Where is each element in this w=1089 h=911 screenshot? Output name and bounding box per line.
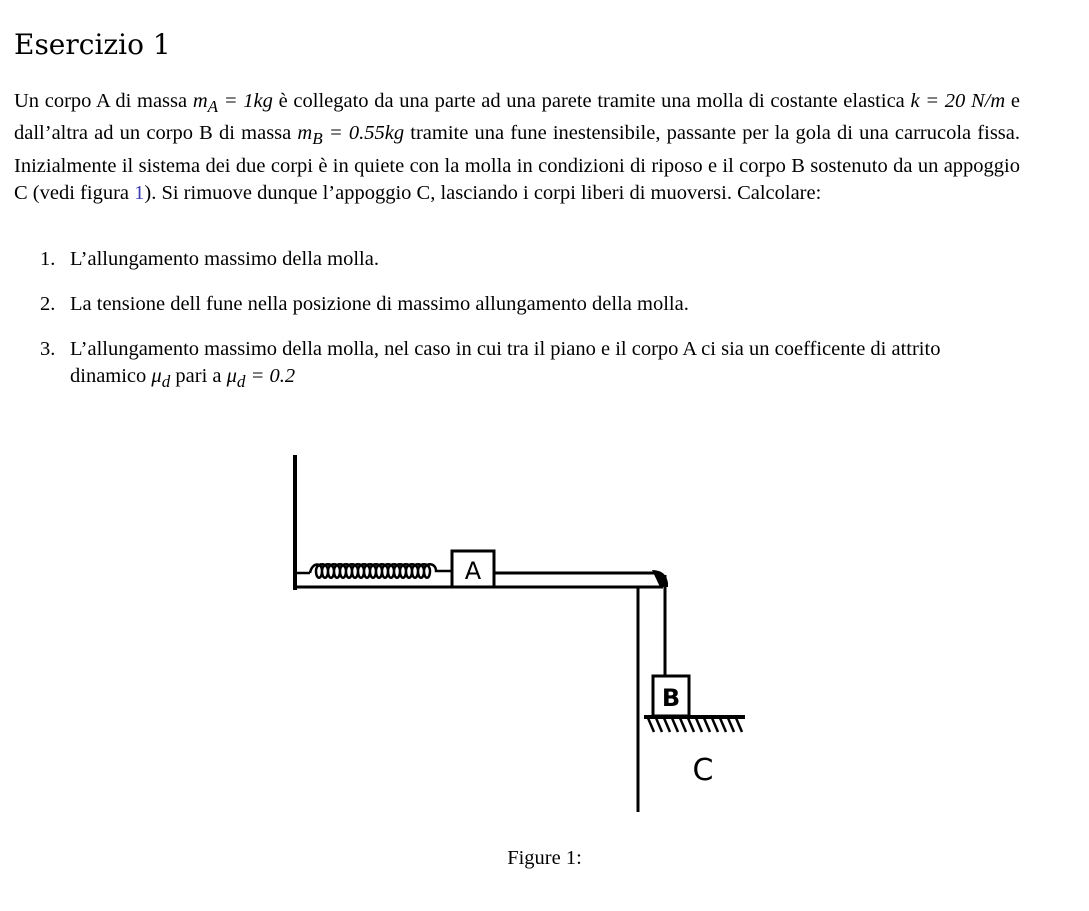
list-item-text: pari a <box>170 365 227 387</box>
symbol-m: m <box>192 90 208 112</box>
symbol-m: m <box>297 122 313 145</box>
subscript-d: d <box>161 372 171 392</box>
list-item-text: L’allungamento massimo della molla, nel caso in cui tra il piano e il corpo A ci sia un coefficente di attrito dinamico <box>70 338 941 387</box>
list-item-text: L’allungamento massimo della molla. <box>70 248 379 270</box>
text-span: è collegato da una parte ad una parete tramite una molla di costante elastica <box>272 90 911 112</box>
mass-a-symbol <box>192 90 219 117</box>
symbol-mu: μ <box>151 365 162 387</box>
task-list <box>40 246 1020 413</box>
mechanics-diagram <box>280 450 760 820</box>
friction-coefficient-symbol <box>151 365 171 392</box>
list-number: 3. <box>40 338 56 360</box>
mass-b-symbol <box>297 122 323 149</box>
list-item-text: La tensione dell fune nella posizione di massimo allungamento della molla. <box>70 293 689 315</box>
text-span: tramite una fune inestensibile, passante per la gola di una carrucola fissa. Inizialmente il sistema dei due corpi è in quiete con la molla in condizioni di riposo e il corpo B sostenuto da un appoggio C (vedi figura <box>14 122 1021 204</box>
mass-b-value: = 0.55kg <box>322 122 405 145</box>
figure-caption: Figure 1: <box>507 847 582 869</box>
support-hatching <box>648 718 742 732</box>
figure-diagram <box>280 450 760 820</box>
support-c-label: C <box>692 753 714 788</box>
figure-reference-link[interactable]: 1 <box>134 181 145 204</box>
text-span: Un corpo A di massa <box>14 90 193 112</box>
friction-coefficient-symbol <box>226 365 246 392</box>
text-span: e dall’altra ad un corpo B di massa <box>14 90 1020 145</box>
list-item <box>40 246 1020 273</box>
list-number: 2. <box>40 293 56 315</box>
friction-coefficient-value: = 0.2 <box>245 365 296 387</box>
block-b-label: B <box>661 684 681 712</box>
subscript-b: B <box>312 129 323 149</box>
exercise-title: Esercizio 1 <box>14 28 171 61</box>
spring-constant-value: = 20 N/m <box>919 90 1006 112</box>
spring-constant-symbol: k <box>910 90 920 112</box>
list-item <box>40 336 1020 395</box>
list-number: 1. <box>40 248 56 270</box>
subscript-a: A <box>207 97 219 117</box>
problem-paragraph <box>14 88 1020 207</box>
list-item <box>40 291 1020 318</box>
block-a-label: A <box>464 557 482 585</box>
subscript-d: d <box>236 372 246 392</box>
problem-statement <box>14 88 1020 207</box>
text-span: ). Si rimuove dunque l’appoggio C, lasciando i corpi liberi di muoversi. Calcolare: <box>144 181 822 204</box>
symbol-mu: μ <box>226 365 237 387</box>
mass-a-value: = 1kg <box>218 90 273 112</box>
spring <box>310 564 451 578</box>
